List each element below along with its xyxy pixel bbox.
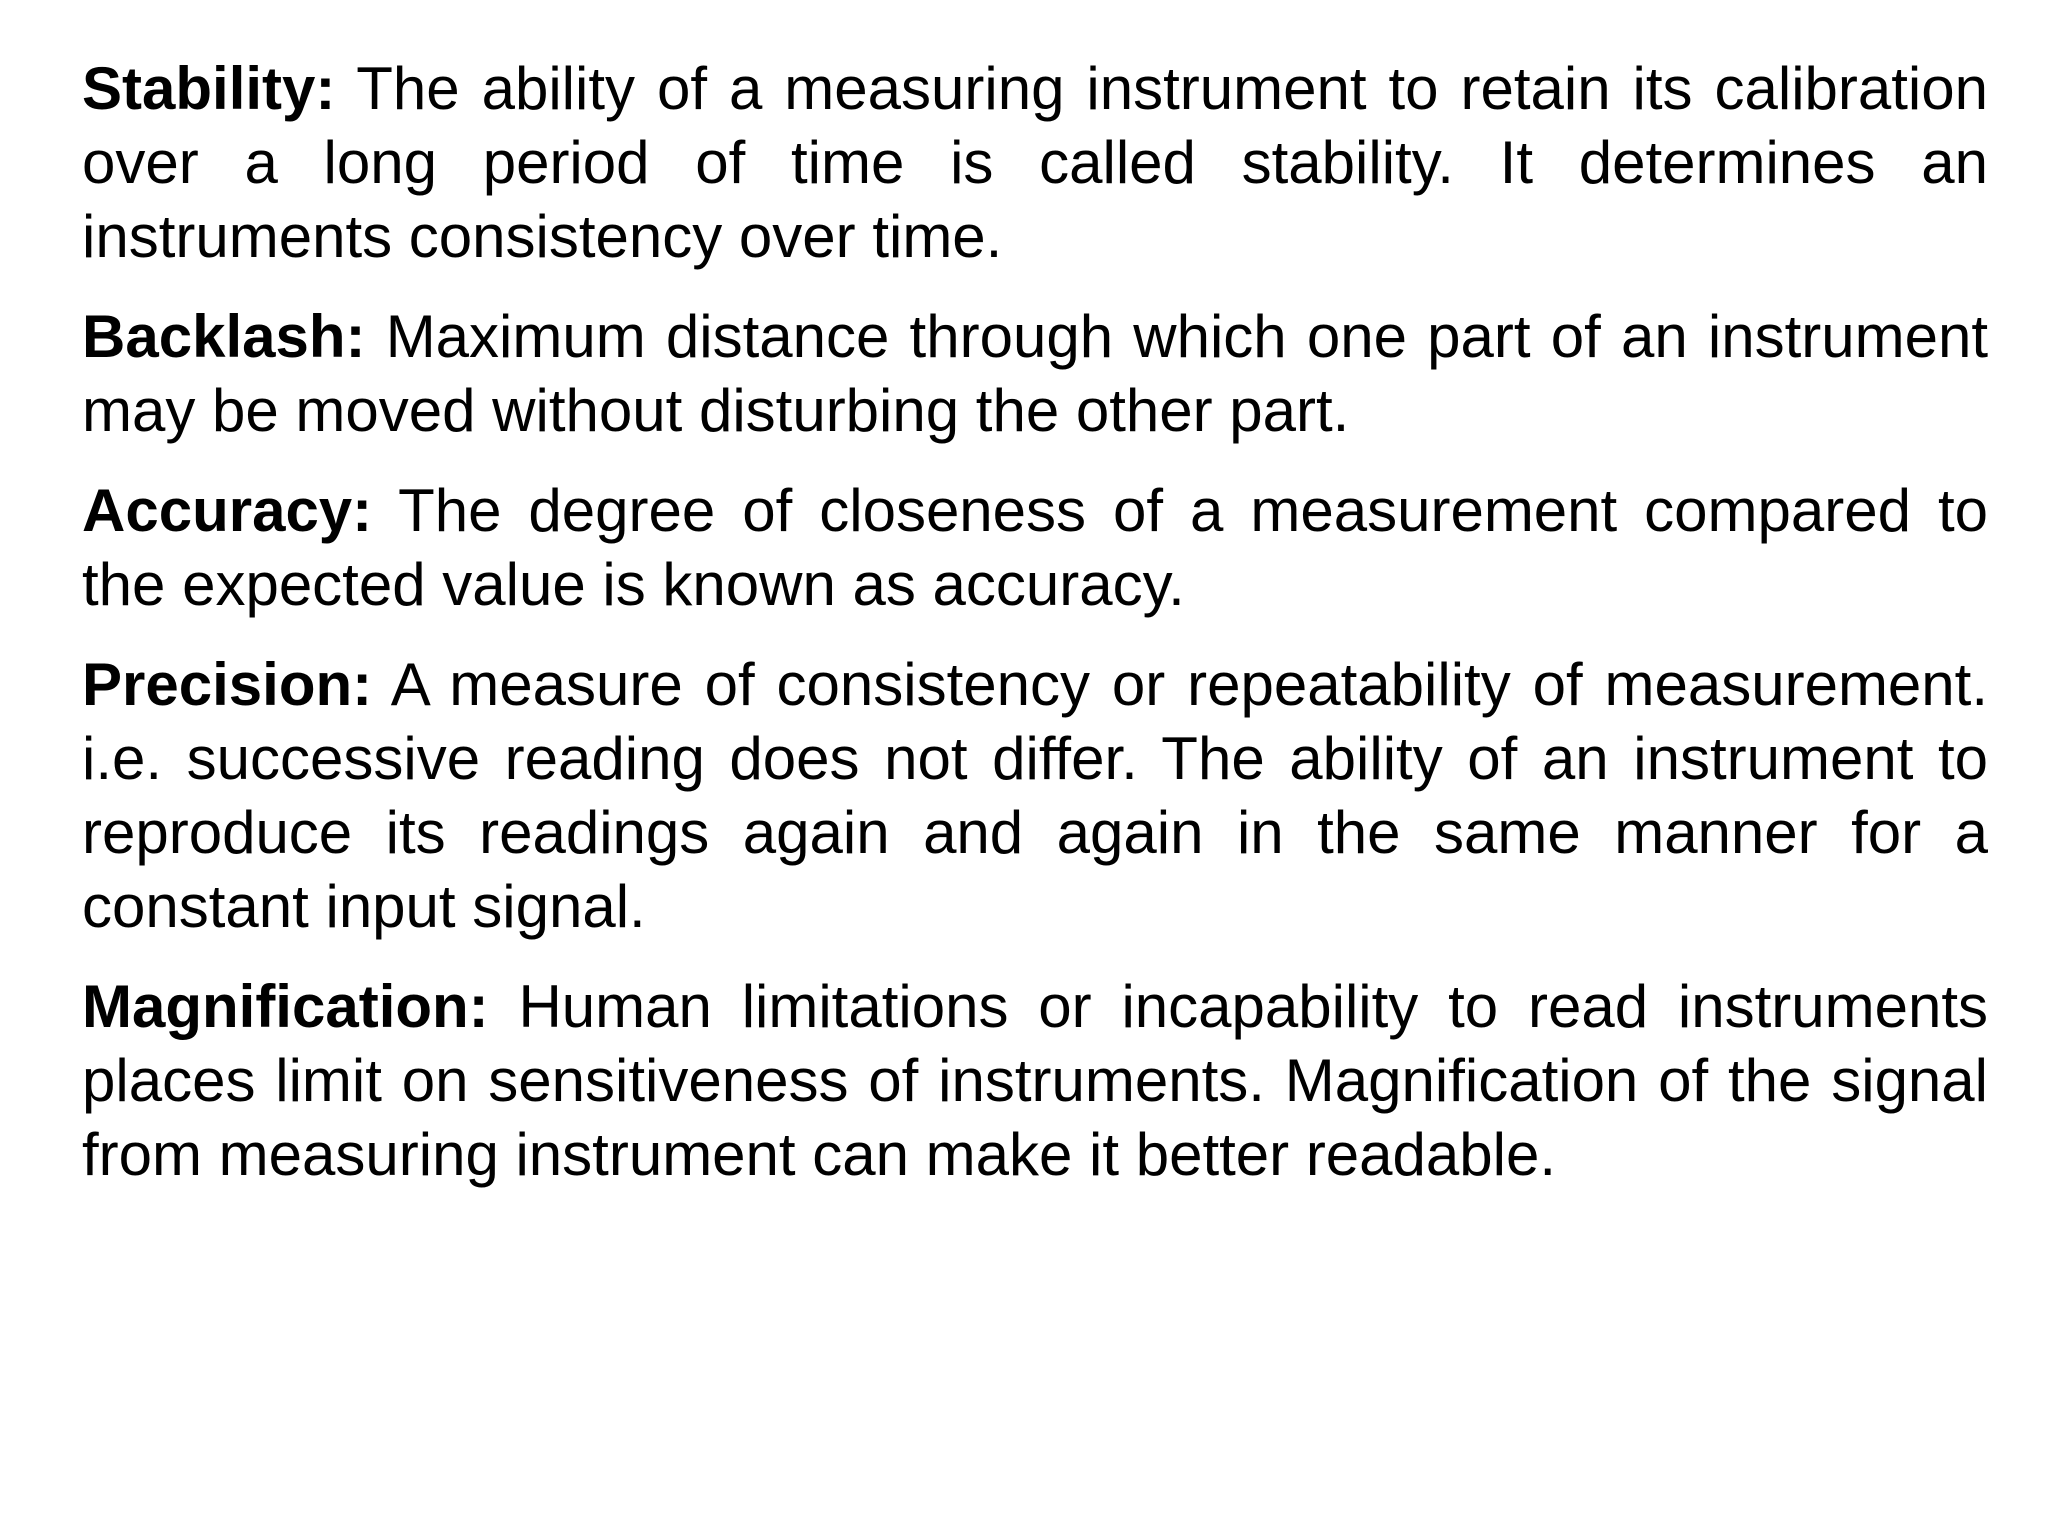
term-stability: Stability: [82,55,336,122]
definition-text-precision: A measure of consistency or repeatability of measurement. i.e. successive reading does not differ. The ability of an instrument to reproduce its readings again and again in the same manner for a constant input signal. [82,651,1989,940]
definition-text-backlash: Maximum distance through which one part of an instrument may be moved without disturbing the other part. [82,303,1989,444]
definition-precision [82,648,1988,944]
definition-accuracy [82,474,1988,622]
slide-content [82,52,1988,1218]
definition-backlash [82,300,1988,448]
definition-text-magnification: Human limitations or incapability to read instruments places limit on sensitiveness of instruments. Magnification of the signal from measuring instrument can make it better readable. [82,973,1988,1188]
definition-magnification [82,970,1988,1192]
definition-stability [82,52,1988,274]
term-precision: Precision: [82,651,373,718]
definition-text-accuracy: The degree of closeness of a measurement compared to the expected value is known as accuracy. [82,477,1989,618]
term-magnification: Magnification: [82,973,489,1040]
term-backlash: Backlash: [82,303,366,370]
definition-text-stability: The ability of a measuring instrument to retain its calibration over a long period of time is called stability. It determines an instruments consistency over time. [82,55,1988,270]
term-accuracy: Accuracy: [82,477,373,544]
